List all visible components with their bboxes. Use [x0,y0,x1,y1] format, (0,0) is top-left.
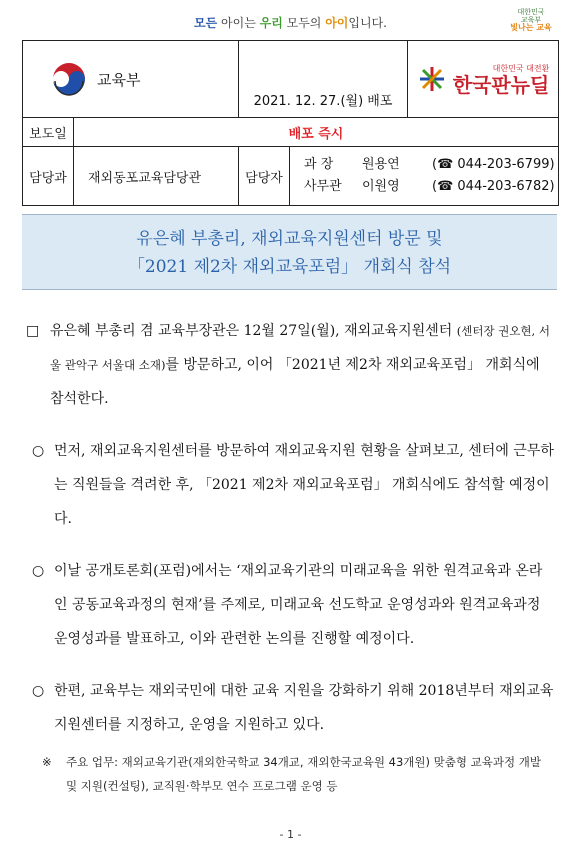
contact-role: 사무관 [304,179,342,194]
corner-badge [509,8,553,36]
taegeuk-emblem-icon [49,59,89,99]
contact-row [304,154,558,176]
date-cell [239,41,408,118]
press-date-value: 배포 즉시 [74,118,559,147]
headline-line-1: 유은혜 부총리, 재외교육지원센터 방문 및 [136,229,443,249]
square-bullet: □ [26,323,40,339]
contact-row [304,176,558,198]
article-body [26,314,554,798]
contact-name: 원용연 [362,157,400,172]
badge-line-3: 빛나는 교육 [510,23,552,32]
contact-role: 과 장 [304,157,334,172]
sub-paragraph [26,674,554,742]
ministry-name: 교육부 [97,70,141,89]
staff-label: 담당자 [239,147,290,206]
press-date-label: 보도일 [23,118,74,147]
contact-phone: (☎ 044-203-6782) [432,179,555,194]
badge-line-1: 대한민국 [517,8,545,16]
slogan-word-2: 우리 [259,16,283,30]
release-date: 2021. 12. 27.(월) 배포 [253,94,393,109]
contact-phone: (☎ 044-203-6799) [432,157,555,172]
main-paragraph-part-b: (센터장 권오현, 서울 관악구 서울대 소재) [50,324,550,372]
slogan [0,14,581,31]
ministry-logo-cell [23,41,239,118]
sub-paragraph-text: 먼저, 재외교육지원센터를 방문하여 재외교육지원 현황을 살펴보고, 센터에 근무하는 직원들을 격려한 후, 「2021 제2차 재외교육포럼」 개회식에도 참석할 예정이다. [54,443,554,527]
slogan-text-1: 아이는 [217,16,260,30]
new-deal-star-icon [417,64,447,94]
circle-bullet: ○ [32,683,45,699]
main-paragraph-part-d: 제2차 재외교육포럼」 개회식에 참석한다. [50,357,540,407]
contact-name: 이원영 [362,179,400,194]
sub-paragraph [26,554,554,656]
slogan-text-2: 모두의 [282,16,326,30]
page-number: - 1 - [279,828,302,841]
footnote [26,750,554,798]
circle-bullet: ○ [32,443,45,459]
reference-mark: ※ [42,755,52,769]
sub-paragraph-text: 한편, 교육부는 재외국민에 대한 교육 지원을 강화하기 위해 2018년부터 재외교육지원센터를 지정하고, 운영을 지원하고 있다. [54,683,554,733]
contact-list [290,147,559,206]
circle-bullet: ○ [32,563,45,579]
brand-title: 한국판뉴딜 [452,72,550,97]
press-header-table [22,40,559,206]
sub-paragraph-text: 이날 공개토론회(포럼)에서는 ‘재외교육기관의 미래교육을 위한 원격교육과 온라인 공동교육과정의 현재’를 주제로, 미래교육 선도학교 운영성과와 원격교육과정 운영성과를 발표하고, 이와 관련한 논의를 진행할 예정이다. [54,563,543,647]
main-paragraph [26,314,554,416]
sub-paragraph [26,434,554,536]
main-paragraph-part-a: 유은혜 부총리 겸 교육부장관은 12월 27일(월), 재외교육지원센터 [50,323,453,339]
dept-label: 담당과 [23,147,74,206]
slogan-text-3: 입니다. [348,16,387,30]
slogan-word-3: 아이 [325,16,349,30]
main-paragraph-part-c: 를 방문하고, 이어 「2021년 [165,357,342,373]
headline-line-2: 「2021 제2차 재외교육포럼」 개회식 참석 [127,257,452,277]
brand-subtitle: 대한민국 대전환 [492,63,550,73]
slogan-word-1: 모든 [194,16,218,30]
brand-logo-cell [408,41,559,118]
headline-box [22,214,557,290]
dept-value: 재외동포교육담당관 [74,147,239,206]
badge-line-2: 교육부 [520,16,542,24]
footnote-text: 주요 업무: 재외교육기관(재외한국학교 34개교, 재외한국교육원 43개원) 맞춤형 교육과정 개발 및 지원(컨설팅), 교직원·학부모 연수 프로그램 운영 등 [66,755,541,793]
